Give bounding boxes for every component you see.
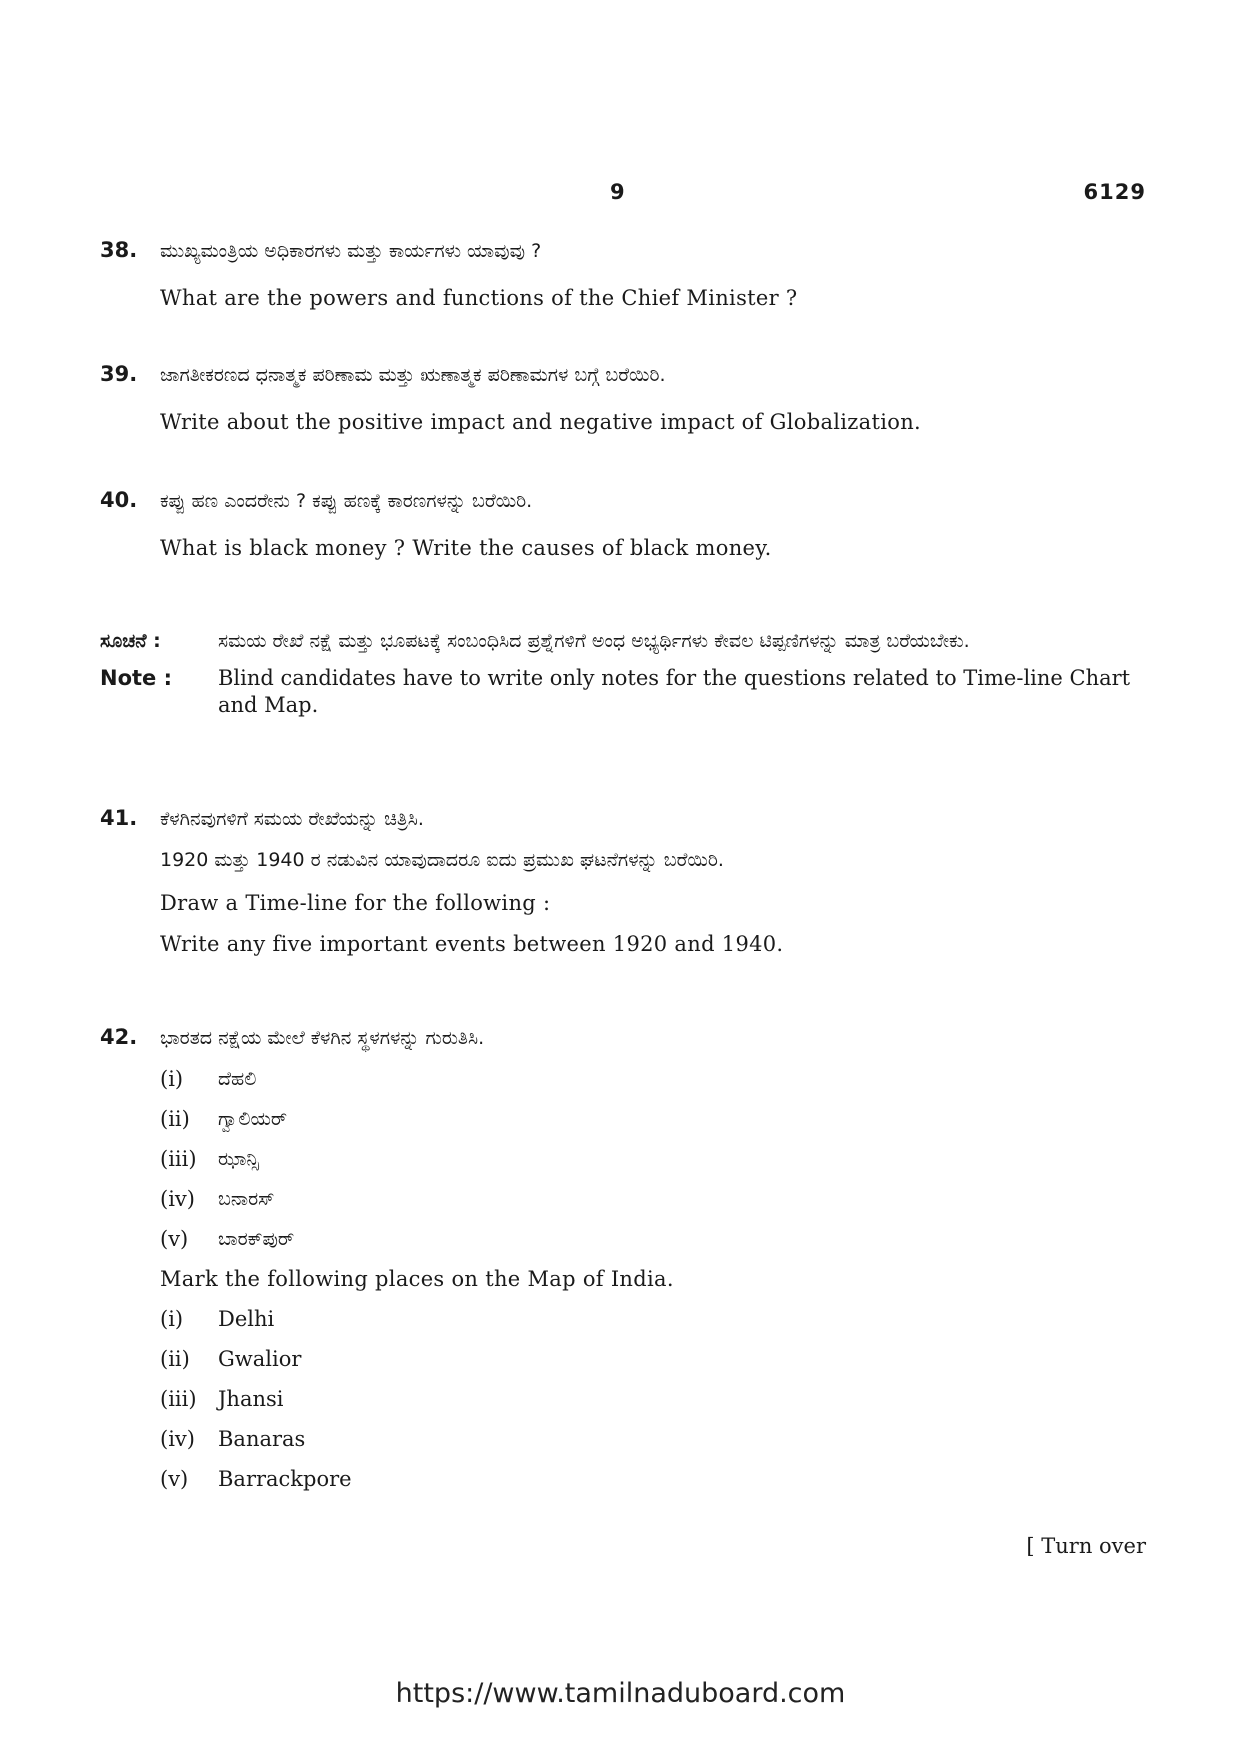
question-text-english: Mark the following places on the Map of India. [160, 1267, 674, 1291]
question-41 [100, 806, 1150, 965]
question-text-kannada: ಕೆಳಗಿನವುಗಳಿಗೆ ಸಮಯ ರೇಖೆಯನ್ನು ಚಿತ್ರಿಸಿ. [160, 808, 424, 830]
question-39 [100, 362, 1150, 443]
list-item: (v) Barrackpore [160, 1467, 352, 1491]
note-text-english: Blind candidates have to write only notes for the questions related to Time-line Chart and Map. [218, 666, 1131, 717]
paper-code: 6129 [1083, 180, 1146, 204]
list-item: (iii) Jhansi [160, 1387, 284, 1411]
question-42 [100, 1025, 1150, 1499]
list-item: (iv) Banaras [160, 1427, 306, 1451]
question-number: 38. [100, 238, 138, 262]
note-text-kannada: ಸಮಯ ರೇಖೆ ನಕ್ಷೆ ಮತ್ತು ಭೂಪಟಕ್ಕೆ ಸಂಬಂಧಿಸಿದ ಪ್ರಶ್ನೆಗಳಿಗೆ ಅಂಧ ಅಭ್ಯರ್ಥಿಗಳು ಕೇವಲ ಟಿಪ್ಪಣಿಗಳನ್ನು ಮಾತ್ರ ಬರೆಯಬೇಕು. [218, 630, 970, 652]
question-number: 41. [100, 806, 138, 830]
list-item: (iii) ಝಾನ್ಸಿ [160, 1147, 259, 1171]
question-38 [100, 238, 1150, 319]
footer-url-link[interactable]: https://www.tamilnaduboard.com [395, 1678, 846, 1709]
question-number: 39. [100, 362, 138, 386]
list-item: (ii) Gwalior [160, 1347, 302, 1371]
question-text-english: What are the powers and functions of the Chief Minister ? [160, 286, 798, 310]
question-40 [100, 488, 1150, 569]
list-item: (iv) ಬನಾರಸ್ [160, 1187, 275, 1211]
question-text-english: What is black money ? Write the causes of black money. [160, 536, 772, 560]
list-item: (ii) ಗ್ವಾಲಿಯರ್ [160, 1107, 288, 1131]
question-text-kannada: ಕಪ್ಪು ಹಣ ಎಂದರೇನು ? ಕಪ್ಪು ಹಣಕ್ಕೆ ಕಾರಣಗಳನ್ನು ಬರೆಯಿರಿ. [160, 490, 533, 512]
page-number: 9 [610, 180, 625, 204]
question-subtext-kannada: 1920 ಮತ್ತು 1940 ರ ನಡುವಿನ ಯಾವುದಾದರೂ ಐದು ಪ್ರಮುಖ ಘಟನೆಗಳನ್ನು ಬರೆಯಿರಿ. [160, 849, 724, 871]
question-number: 40. [100, 488, 138, 512]
question-number: 42. [100, 1025, 138, 1049]
question-subtext-english: Write any five important events between 1920 and 1940. [160, 932, 784, 956]
note-label-kannada: ಸೂಚನೆ : [100, 630, 161, 652]
page-header [0, 180, 1241, 210]
place-list-kannada [160, 1059, 1150, 1259]
place-list-english [160, 1299, 1150, 1499]
question-text-kannada: ಭಾರತದ ನಕ್ಷೆಯ ಮೇಲೆ ಕೆಳಗಿನ ಸ್ಥಳಗಳನ್ನು ಗುರುತಿಸಿ. [160, 1027, 485, 1049]
question-text-english: Write about the positive impact and negative impact of Globalization. [160, 410, 921, 434]
list-item: (v) ಬಾರಕ್‌ಪುರ್ [160, 1227, 295, 1251]
list-item: (i) Delhi [160, 1307, 275, 1331]
note-label-english: Note : [100, 666, 172, 690]
list-item: (i) ದೆಹಲಿ [160, 1067, 257, 1091]
question-text-kannada: ಮುಖ್ಯಮಂತ್ರಿಯ ಅಧಿಕಾರಗಳು ಮತ್ತು ಕಾರ್ಯಗಳು ಯಾವುವು ? [160, 240, 542, 262]
question-text-english: Draw a Time-line for the following : [160, 891, 551, 915]
question-text-kannada: ಜಾಗತೀಕರಣದ ಧನಾತ್ಮಕ ಪರಿಣಾಮ ಮತ್ತು ಋಣಾತ್ಮಕ ಪರಿಣಾಮಗಳ ಬಗ್ಗೆ ಬರೆಯಿರಿ. [160, 364, 666, 386]
note-block [100, 628, 1150, 719]
turn-over-label: [ Turn over [1026, 1534, 1146, 1558]
